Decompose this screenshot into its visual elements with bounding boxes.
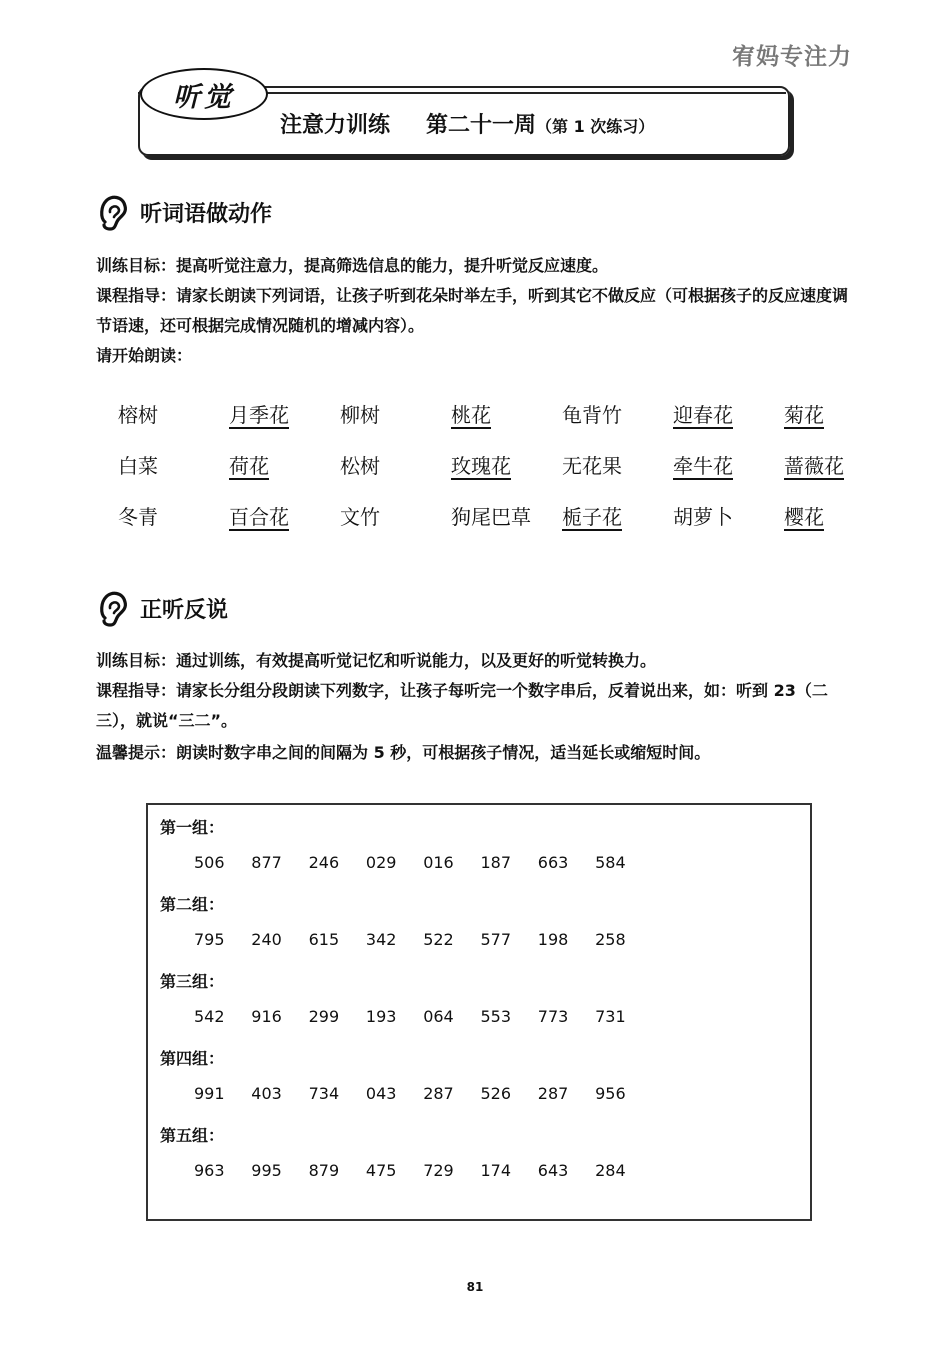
session-text: （第 1 次练习）	[536, 117, 655, 136]
flower-word-item: 栀子花	[562, 505, 622, 529]
number-item: 916	[251, 1007, 282, 1026]
group-label: 第三组：	[160, 972, 225, 991]
number-item: 198	[537, 930, 569, 949]
ear-icon	[96, 588, 130, 628]
word-item: 柳树	[340, 403, 380, 427]
number-item: 956	[595, 1084, 626, 1103]
number-item: 029	[365, 853, 397, 872]
number-item: 615	[308, 930, 340, 949]
number-item: 643	[537, 1161, 569, 1180]
week-text: 第二十一周	[426, 113, 537, 138]
number-item: 299	[308, 1007, 340, 1026]
number-item: 342	[365, 930, 397, 949]
number-row	[194, 1084, 652, 1103]
number-row	[194, 853, 652, 872]
section2-title: 正听反说	[140, 597, 229, 623]
group-label: 第一组：	[160, 818, 225, 837]
number-item: 522	[423, 930, 454, 949]
section1-guide: 课程指导：请家长朗读下列词语，让孩子听到花朵时举左手，听到其它不做反应（可根据孩子的反应速度调节语速，还可根据完成情况随机的增减内容）。	[96, 286, 849, 335]
number-groups-box	[146, 803, 812, 1221]
number-item: 729	[423, 1161, 454, 1180]
flower-word-item: 蔷薇花	[784, 454, 844, 478]
number-item: 879	[308, 1161, 340, 1180]
flower-word-item: 樱花	[784, 505, 824, 529]
number-item: 187	[480, 853, 512, 872]
flower-word-item: 迎春花	[673, 403, 733, 427]
word-row	[118, 439, 895, 490]
word-item: 狗尾巴草	[451, 505, 531, 529]
number-item: 258	[595, 930, 626, 949]
number-item: 577	[480, 930, 512, 949]
number-item: 193	[365, 1007, 397, 1026]
page-number: 81	[466, 1280, 484, 1294]
section2-guide: 课程指导：请家长分组分段朗读下列数字，让孩子每听完一个数字串后，反着说出来，如：听到 23（二三），就说“三二”。	[96, 681, 828, 730]
word-item: 无花果	[562, 454, 622, 478]
flower-word-item: 月季花	[229, 403, 289, 427]
number-item: 043	[365, 1084, 397, 1103]
flower-word-item: 菊花	[784, 403, 824, 427]
word-item: 松树	[340, 454, 380, 478]
group-label: 第四组：	[160, 1049, 225, 1068]
number-item: 526	[480, 1084, 512, 1103]
number-row	[194, 930, 652, 949]
flower-word-item: 桃花	[451, 403, 491, 427]
number-item: 795	[194, 930, 225, 949]
flower-word-item: 玫瑰花	[451, 454, 511, 478]
number-item: 506	[194, 853, 225, 872]
section1-heading	[96, 192, 272, 232]
listening-badge: 听觉	[140, 68, 268, 120]
number-item: 174	[480, 1161, 512, 1180]
number-item: 584	[595, 853, 626, 872]
number-item: 663	[537, 853, 569, 872]
brand-watermark: 宥妈专注力	[732, 44, 852, 70]
number-item: 016	[423, 853, 454, 872]
number-item: 287	[423, 1084, 454, 1103]
group-label: 第二组：	[160, 895, 225, 914]
word-item: 龟背竹	[562, 403, 622, 427]
flower-word-item: 牵牛花	[673, 454, 733, 478]
word-row	[118, 490, 895, 541]
word-row	[118, 388, 895, 439]
number-item: 475	[365, 1161, 397, 1180]
word-item: 文竹	[340, 505, 380, 529]
section2-tip: 温馨提示：朗读时数字串之间的间隔为 5 秒，可根据孩子情况，适当延长或缩短时间。	[96, 743, 711, 762]
number-item: 240	[251, 930, 282, 949]
number-item: 991	[194, 1084, 225, 1103]
flower-word-item: 荷花	[229, 454, 269, 478]
section2-goal: 训练目标：通过训练，有效提高听觉记忆和听说能力，以及更好的听觉转换力。	[96, 651, 657, 670]
number-item: 995	[251, 1161, 282, 1180]
title-text: 注意力训练	[280, 113, 391, 138]
number-row	[194, 1007, 652, 1026]
section1-goal: 训练目标：提高听觉注意力，提高筛选信息的能力，提升听觉反应速度。	[96, 256, 609, 275]
number-item: 773	[537, 1007, 569, 1026]
section2-heading	[96, 588, 228, 628]
section1-title: 听词语做动作	[140, 201, 273, 227]
flower-word-item: 百合花	[229, 505, 289, 529]
word-item: 白菜	[118, 454, 158, 478]
number-item: 963	[194, 1161, 225, 1180]
page-title	[280, 108, 654, 139]
ear-icon	[96, 192, 130, 232]
number-item: 284	[595, 1161, 626, 1180]
number-item: 287	[537, 1084, 569, 1103]
word-item: 冬青	[118, 505, 158, 529]
number-row	[194, 1161, 652, 1180]
number-item: 731	[595, 1007, 626, 1026]
number-item: 246	[308, 853, 340, 872]
word-item: 胡萝卜	[673, 505, 733, 529]
number-item: 877	[251, 853, 282, 872]
section1-start: 请开始朗读：	[96, 346, 193, 365]
word-item: 榕树	[118, 403, 158, 427]
number-item: 542	[194, 1007, 225, 1026]
number-item: 734	[308, 1084, 340, 1103]
number-item: 553	[480, 1007, 512, 1026]
number-item: 403	[251, 1084, 282, 1103]
number-item: 064	[423, 1007, 454, 1026]
word-list	[118, 388, 895, 541]
group-label: 第五组：	[160, 1126, 225, 1145]
